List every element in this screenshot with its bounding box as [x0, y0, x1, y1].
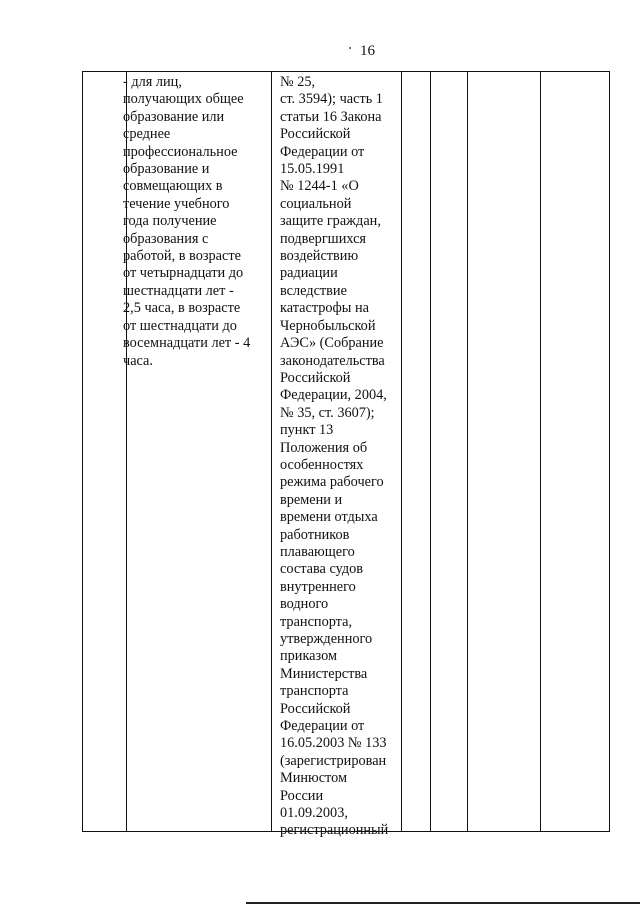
text-line: получающих общее: [123, 91, 244, 108]
text-line: Федерации от: [280, 143, 365, 160]
text-line: Положения об: [280, 439, 368, 456]
text-line: от четырнадцати до: [123, 265, 244, 282]
text-line: особенностях: [280, 456, 364, 473]
text-line: 15.05.1991: [280, 161, 345, 178]
text-line: вследствие: [280, 282, 347, 299]
text-line: профессиональное: [123, 143, 238, 160]
text-line: часа.: [123, 352, 153, 369]
text-line: течение учебного: [123, 195, 230, 212]
text-line: транспорта,: [280, 613, 353, 630]
text-line: времени отдыха: [280, 509, 378, 526]
column-divider-6: [540, 72, 541, 831]
requirements-table: [82, 71, 610, 839]
text-line: радиации: [280, 265, 338, 282]
text-line: водного: [280, 596, 329, 613]
text-line: Российской: [280, 126, 351, 143]
column-divider-3: [401, 72, 402, 831]
text-line: года получение: [123, 213, 217, 230]
text-line: образование или: [123, 108, 225, 125]
text-line: 16.05.2003 № 133: [280, 735, 387, 752]
text-line: образование и: [123, 161, 210, 178]
text-line: режима рабочего: [280, 474, 384, 491]
text-line: - для лиц,: [123, 74, 182, 90]
text-line: среднее: [123, 126, 171, 143]
text-line: Министерства: [280, 665, 368, 682]
text-line: ст. 3594); часть 1: [280, 91, 383, 108]
text-line: катастрофы на: [280, 300, 369, 317]
text-line: № 35, ст. 3607);: [280, 404, 375, 421]
column-divider-5: [467, 72, 468, 831]
legal-basis-cell: [280, 72, 398, 840]
text-line: совмещающих в: [123, 178, 223, 195]
text-line: работой, в возрасте: [123, 248, 241, 265]
text-line: восемнадцати лет - 4: [123, 335, 251, 352]
text-line: от шестнадцати до: [123, 317, 237, 334]
text-line: России: [280, 787, 324, 804]
text-line: регистрационный: [280, 822, 389, 839]
text-line: подвергшихся: [280, 230, 367, 247]
bottom-scan-edge: [246, 902, 640, 904]
column-divider-2: [271, 72, 272, 831]
scan-speck: [349, 47, 351, 49]
text-line: состава судов: [280, 561, 364, 578]
text-line: статьи 16 Закона: [280, 108, 382, 125]
text-line: социальной: [280, 195, 352, 212]
text-line: АЭС» (Собрание: [280, 335, 384, 352]
text-line: Чернобыльской: [280, 317, 376, 334]
text-line: утвержденного: [280, 631, 373, 647]
text-line: Минюстом: [280, 770, 348, 787]
text-line: Российской: [280, 700, 351, 717]
text-line: защите граждан,: [280, 213, 381, 230]
text-line: Российской: [280, 369, 351, 386]
text-line: приказом: [280, 648, 338, 665]
text-line: шестнадцати лет -: [123, 282, 234, 299]
text-line: внутреннего: [280, 578, 356, 595]
text-line: плавающего: [280, 543, 355, 560]
text-line: образования с: [123, 230, 209, 247]
text-line: № 1244-1 «О: [280, 178, 359, 195]
text-line: 2,5 часа, в возрасте: [123, 300, 241, 317]
text-line: № 25,: [280, 74, 316, 90]
text-line: Федерации, 2004,: [280, 387, 387, 404]
text-line: Федерации от: [280, 718, 365, 735]
text-line: транспорта: [280, 683, 349, 700]
text-line: воздействию: [280, 248, 359, 265]
description-cell: [123, 72, 263, 370]
text-line: законодательства: [280, 352, 385, 369]
page-number: 16: [360, 43, 375, 59]
text-line: (зарегистрирован: [280, 752, 387, 769]
text-line: времени и: [280, 491, 343, 508]
text-line: работников: [280, 526, 350, 543]
column-divider-4: [430, 72, 431, 831]
text-line: 01.09.2003,: [280, 805, 348, 822]
text-line: пункт 13: [280, 422, 334, 439]
